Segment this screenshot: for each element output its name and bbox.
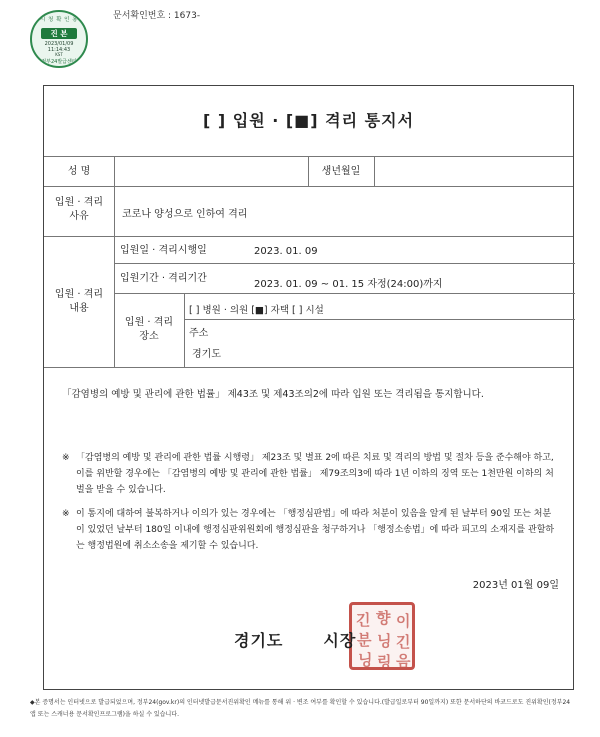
address-value: 경기도 [192, 349, 221, 360]
column-divider [374, 156, 375, 186]
reason-label [44, 196, 114, 224]
reason-label-line1: 입원 · 격리 [54, 197, 104, 208]
row-divider [44, 186, 573, 187]
place-label [114, 316, 184, 344]
address-label: 주소 [189, 328, 209, 339]
document-title: [ ] 입원 · [■] 격리 통지서 [202, 111, 415, 130]
stamp-time: 11:14:43 [47, 47, 71, 53]
period-label: 입원기간 · 격리기간 [120, 273, 207, 284]
issuer [234, 628, 356, 651]
name-label: 성 명 [67, 166, 91, 177]
row-divider [184, 319, 575, 320]
content-label-line2: 내용 [69, 303, 89, 314]
place-options: [ ] 병원 · 의원 [■] 자택 [ ] 시설 [189, 305, 324, 316]
footer-notice: ◆본 증명서는 인터넷으로 발급되었으며, 정부24(gov.kr)의 인터넷발급문서진위확인 메뉴를 통해 위 · 변조 여부를 확인할 수 있습니다.(발급일로부터 90일까지) 또한 문서하단의 바코드로도 진위확인(정부24 앱 또는 스캐너용 문서확인프로그램)을 하실 수 있습니다. [30, 699, 571, 718]
content-label-line1: 입원 · 격리 [54, 289, 104, 300]
stamp-ring-top: 시 청 확 인 용 [39, 17, 79, 23]
birth-label: 생년월일 [321, 166, 361, 177]
stamp-seal-badge: 진 본 [41, 28, 77, 39]
official-seal: 긴 향 이 분 닝 긴 닝 링 음 [349, 602, 415, 670]
period-value: 2023. 01. 09 ~ 01. 15 자정(24:00)까지 [254, 279, 443, 290]
verification-stamp [30, 10, 88, 68]
notice-paragraph: 「감염병의 예방 및 관리에 관한 법률」 제43조 및 제43조의2에 따라 입원 또는 격리됨을 통지합니다. [62, 389, 484, 400]
appeal-note-text: 이 통지에 대하여 불복하거나 이의가 있는 경우에는 「행정심판법」에 따라 처분이 있음을 알게 된 날부터 90일 또는 처분이 있었던 날부터 180일 이내에 행정심판위원회에 행정심판을 청구하거나 「행정소송법」에 따라 피고의 소재지를 관할하는 행정법원에 취소소송을 제기할 수 있습니다. [76, 509, 555, 551]
issue-date: 2023년 01월 09일 [472, 580, 559, 591]
appeal-note [62, 506, 557, 554]
issuer-org: 경기도 [234, 631, 284, 650]
stamp-date: 2023/01/09 [44, 41, 74, 47]
issuer-title: 시장 [323, 631, 357, 650]
note-mark: ※ [62, 509, 70, 519]
start-date-value: 2023. 01. 09 [254, 246, 318, 257]
penalty-note [62, 450, 557, 498]
document-number: 문서확인번호 : 1673- [113, 11, 201, 21]
reason-label-line2: 사유 [69, 211, 89, 222]
content-label [44, 288, 114, 316]
reason-value: 코로나 양성으로 인하여 격리 [122, 209, 248, 220]
notice-document [43, 85, 574, 690]
note-mark: ※ [62, 453, 70, 463]
row-divider [114, 263, 575, 264]
place-label-line2: 장소 [139, 331, 159, 342]
row-divider [44, 367, 573, 368]
penalty-note-text: 「감염병의 예방 및 관리에 관한 법률 시행령」 제23조 및 별표 2에 따른 치료 및 격리의 방법 및 절차 등을 준수해야 하고, 이를 위반할 경우에는 「감염병의 예방 및 관리에 관한 법률」 제79조의3에 따라 1년 이하의 징역 또는 1천만원 이하의 처벌을 받을 수 있습니다. [76, 453, 554, 495]
start-date-label: 입원일 · 격리시행일 [120, 245, 207, 256]
place-label-line1: 입원 · 격리 [124, 317, 174, 328]
row-divider [44, 236, 573, 237]
column-divider [184, 293, 185, 367]
stamp-ring-bottom: 정부24발급센터 [41, 59, 77, 65]
stamp-code: KST [55, 52, 63, 57]
